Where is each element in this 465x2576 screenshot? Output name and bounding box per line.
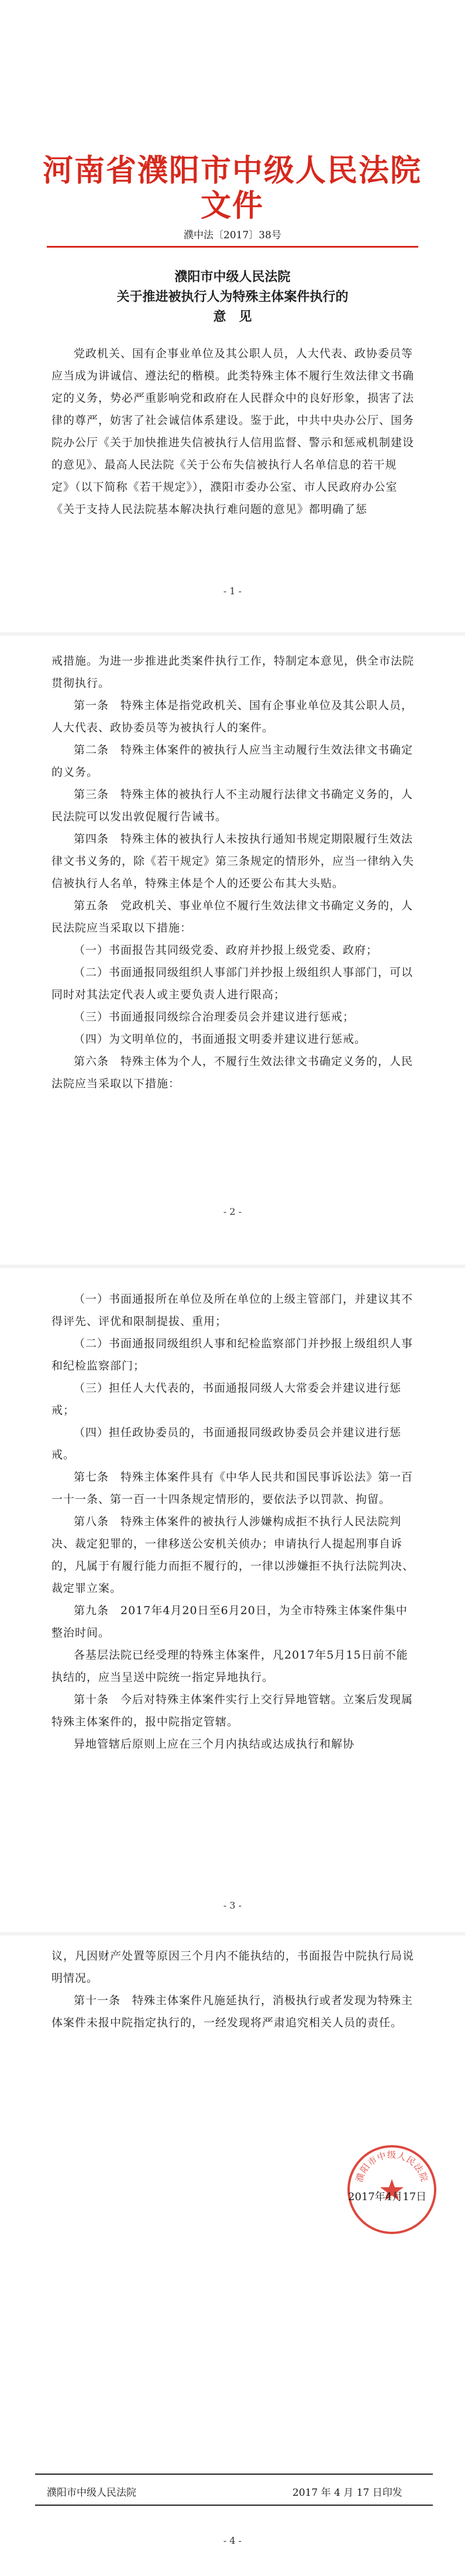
article-6-item-2: （二）书面通报同级组织人事和纪检监察部门并抄报上级组织人事和纪检监察部门； bbox=[51, 1337, 414, 1372]
article-7: 第七条 特殊主体案件具有《中华人民共和国民事诉讼法》第一百一十一条、第一百一十四条规定情形的，要依法予以罚款、拘留。 bbox=[51, 1471, 414, 1506]
article-3: 第三条 特殊主体的被执行人不主动履行法律文书确定义务的，人民法院可以发出敦促履行告诫书。 bbox=[51, 788, 414, 823]
article-8: 第八条 特殊主体案件的被执行人涉嫌构成拒不执行人民法院判决、裁定犯罪的，一律移送公安机关侦办；申请执行人提起刑事自诉的，凡属于有履行能力而拒不履行的，一律以涉嫌拒不执行法院判决、裁定罪立案。 bbox=[51, 1515, 415, 1595]
article-6-item-1: （一）书面通报所在单位及所在单位的上级主管部门，并建议其不得评先、评优和限制提拔、重用； bbox=[51, 1293, 414, 1328]
article-5-item-1: （一）书面报告其同级党委、政府并抄报上级党委、政府； bbox=[74, 944, 378, 957]
article-10: 第十条 今后对特殊主体案件实行上交行异地管辖。立案后发现属特殊主体案件的，报中院指定管辖。 bbox=[51, 1693, 414, 1728]
article-9-note: 各基层法院已经受理的特殊主体案件，凡2017年5月15日前不能执结的，应当呈送中院统一指定异地执行。 bbox=[51, 1649, 408, 1684]
page-3 bbox=[0, 1265, 465, 1932]
page-3-body bbox=[51, 1288, 414, 1755]
footer-bottom-line bbox=[35, 2505, 433, 2506]
article-2: 第二条 特殊主体案件的被执行人应当主动履行生效法律文书确定的义务。 bbox=[51, 744, 414, 779]
page-edge bbox=[0, 632, 465, 636]
intro-paragraph: 党政机关、国有企事业单位及其公职人员，人大代表、政协委员等应当成为讲诚信、遵法纪的楷模。此类特殊主体不履行生效法律文书确定的义务，势必严重影响党和政府在人民群众中的良好形象，损害了法律的尊严，妨害了社会诚信体系建设。鉴于此，中共中央办公厅、国务院办公厅《关于加快推进失信被执行人信用监督、警示和惩戒机制建设的意见》、最高人民法院《关于公布失信被执行人名单信息的若干规定》（以下简称《若干规定》），濮阳市委办公室、市人民政府办公室《关于支持人民法院基本解决执行难问题的意见》都明确了惩 bbox=[51, 347, 415, 516]
article-5-item-4: （四）为文明单位的，书面通报文明委并建议进行惩戒。 bbox=[74, 1033, 367, 1046]
title-line-3: 意 见 bbox=[213, 309, 252, 324]
article-6: 第六条 特殊主体为个人，不履行生效法律文书确定义务的，人民法院应当采取以下措施： bbox=[51, 1055, 414, 1090]
document-number: 濮中法〔2017〕38号 bbox=[184, 229, 281, 241]
page-number-1: - 1 - bbox=[223, 585, 242, 597]
page-number-2: - 2 - bbox=[223, 1206, 242, 1217]
page-number-4: - 4 - bbox=[223, 2535, 242, 2546]
article-9: 第九条 2017年4月20日至6月20日，为全市特殊主体案件集中整治时间。 bbox=[51, 1604, 408, 1639]
footer-print-date: 2017 年 4 月 17 日印发 bbox=[292, 2487, 402, 2499]
page-number-3: - 3 - bbox=[223, 1900, 242, 1911]
article-5-item-2: （二）书面通报同级组织人事部门并抄报上级组织人事部门，可以同时对其法定代表人或主要负责人进行限高； bbox=[51, 966, 414, 1001]
title-line-1: 濮阳市中级人民法院 bbox=[174, 269, 291, 285]
page-4-body bbox=[51, 1945, 414, 2034]
page-edge bbox=[0, 1932, 465, 1936]
article-11: 第十一条 特殊主体案件凡施延执行，消极执行或者发现为特殊主体案件未报中院指定执行的，一经发现将严肃追究相关人员的责任。 bbox=[51, 1994, 414, 2029]
title-line-2: 关于推进被执行人为特殊主体案件执行的 bbox=[116, 289, 349, 304]
paragraph: 议，凡因财产处置等原因三个月内不能执结的，书面报告中院执行局说明情况。 bbox=[51, 1950, 415, 1985]
article-10-note: 异地管辖后原则上应在三个月内执结或达成执行和解协 bbox=[74, 1738, 355, 1751]
article-1: 第一条 特殊主体是指党政机关、国有企事业单位及其公职人员，人大代表、政协委员等为被执行人的案件。 bbox=[51, 699, 414, 734]
issuer-title: 河南省濮阳市中级人民法院文件 bbox=[42, 153, 422, 224]
article-6-item-4: （四）担任政协委员的，书面通报同级政协委员会并建议进行惩戒。 bbox=[51, 1426, 402, 1461]
page-edge bbox=[0, 1265, 465, 1268]
footer-issuer: 濮阳市中级人民法院 bbox=[47, 2487, 136, 2499]
article-4: 第四条 特殊主体的被执行人未按执行通知书规定期限履行生效法律文书义务的，除《若干规定》第三条规定的情形外，应当一律纳入失信被执行人名单，特殊主体是个人的还要公布其大头贴。 bbox=[51, 833, 415, 890]
paragraph: 戒措施。为进一步推进此类案件执行工作，特制定本意见，供全市法院贯彻执行。 bbox=[51, 655, 415, 690]
article-5-item-3: （三）书面通报同级综合治理委员会并建议进行惩戒； bbox=[74, 1010, 355, 1023]
issue-date: 2017年4月17日 bbox=[348, 2191, 427, 2203]
article-5: 第五条 党政机关、事业单位不履行生效法律文书确定义务的，人民法院应当采取以下措施： bbox=[51, 899, 414, 934]
article-6-item-3: （三）担任人大代表的，书面通报同级人大常委会并建议进行惩戒； bbox=[51, 1382, 402, 1417]
page-4 bbox=[0, 1932, 465, 2576]
svg-text:濮阳市中级人民法院: 濮阳市中级人民法院 bbox=[354, 2149, 430, 2184]
red-divider bbox=[47, 246, 418, 248]
page-1 bbox=[0, 0, 465, 632]
page-2 bbox=[0, 632, 465, 1265]
page-2-body bbox=[51, 650, 414, 1095]
footer-top-line bbox=[35, 2474, 433, 2475]
page-1-body bbox=[51, 342, 414, 520]
